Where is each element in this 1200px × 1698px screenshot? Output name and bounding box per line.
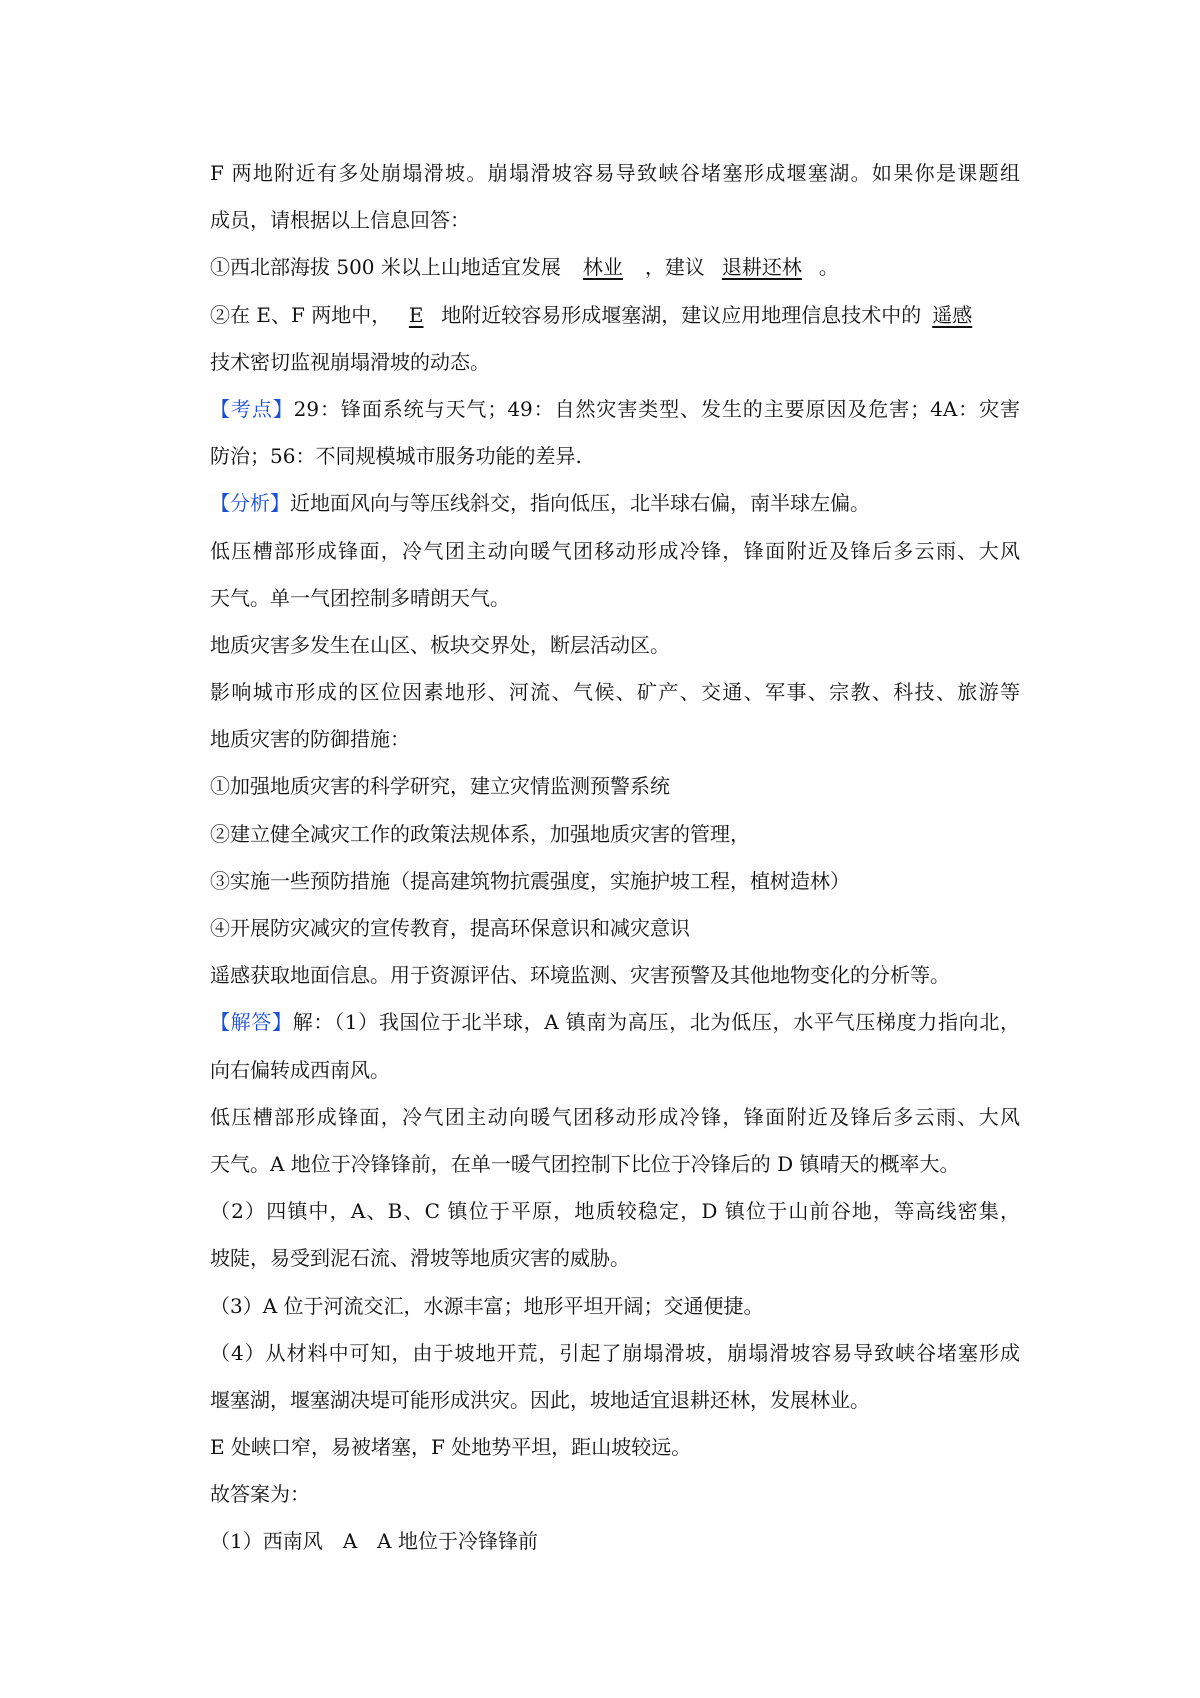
- text-line: [210, 1235, 1020, 1282]
- section-tag: 【解答】: [210, 1010, 293, 1035]
- line-text: 地质灾害的防御措施：: [210, 727, 410, 752]
- text-line: [210, 952, 1020, 999]
- line-text: 解：（1）我国位于北半球，A 镇南为高压，北为低压，水平气压梯度力指向北，: [292, 1010, 1020, 1035]
- question-text: ，建议: [644, 255, 705, 280]
- question-text: ②在 E、F 两地中，: [210, 302, 392, 327]
- text-line: [210, 622, 1020, 669]
- text-line: [210, 1518, 1020, 1565]
- text-line: [210, 716, 1020, 763]
- text-line: [210, 150, 1020, 197]
- line-text: （3）A 位于河流交汇，水源丰富；地形平坦开阔；交通便捷。: [210, 1293, 764, 1318]
- text-line: [210, 999, 1020, 1046]
- text-line: [210, 763, 1020, 810]
- answer-blank: 林业: [582, 255, 623, 280]
- line-text: 低压槽部形成锋面，冷气团主动向暖气团移动形成冷锋，锋面附近及锋后多云雨、大风: [210, 538, 1020, 563]
- text-line: [210, 1141, 1020, 1188]
- line-text: E 处峡口窄，易被堵塞，F 处地势平坦，距山坡较远。: [210, 1435, 692, 1460]
- section-tag: 【考点】: [210, 396, 294, 421]
- text-line: [210, 244, 1020, 291]
- line-text: 遥感获取地面信息。用于资源评估、环境监测、灾害预警及其他地物变化的分析等。: [210, 963, 950, 988]
- question-text: 地附近较容易形成堰塞湖，建议应用地理信息技术中的: [441, 302, 922, 327]
- text-line: [210, 1188, 1020, 1235]
- line-text: （2）四镇中，A、B、C 镇位于平原，地质较稳定，D 镇位于山前谷地，等高线密集，: [210, 1199, 1020, 1224]
- line-text: 技术密切监视崩塌滑坡的动态。: [210, 349, 490, 374]
- line-text: 天气。单一气团控制多晴朗天气。: [210, 585, 510, 610]
- line-text: ③实施一些预防措施（提高建筑物抗震强度，实施护坡工程，植树造林）: [210, 868, 850, 893]
- text-line: [210, 339, 1020, 386]
- line-text: 影响城市形成的区位因素地形、河流、气候、矿产、交通、军事、宗教、科技、旅游等: [210, 680, 1020, 705]
- line-text: 低压槽部形成锋面，冷气团主动向暖气团移动形成冷锋，锋面附近及锋后多云雨、大风: [210, 1104, 1020, 1129]
- line-text: 防治；56：不同规模城市服务功能的差异.: [210, 444, 582, 469]
- text-line: [210, 905, 1020, 952]
- text-line: [210, 858, 1020, 905]
- line-text: 29：锋面系统与天气；49：自然灾害类型、发生的主要原因及危害；4A：灾害: [293, 396, 1020, 421]
- text-line: [210, 528, 1020, 575]
- text-line: [210, 1330, 1020, 1377]
- line-text: ②建立健全减灾工作的政策法规体系，加强地质灾害的管理，: [210, 821, 750, 846]
- text-line: [210, 575, 1020, 622]
- line-text: F 两地附近有多处崩塌滑坡。崩塌滑坡容易导致峡谷堵塞形成堰塞湖。如果你是课题组: [210, 161, 1020, 185]
- text-line: [210, 1424, 1020, 1471]
- document-body: [210, 150, 1020, 1566]
- line-text: 近地面风向与等压线斜交，指向低压，北半球右偏，南半球左偏。: [290, 491, 870, 516]
- text-line: [210, 480, 1020, 527]
- line-text: （1）西南风 A A 地位于冷锋锋前: [210, 1529, 538, 1554]
- line-text: 故答案为：: [210, 1482, 310, 1507]
- line-text: 天气。A 地位于冷锋锋前，在单一暖气团控制下比位于冷锋后的 D 镇晴天的概率大。: [210, 1151, 960, 1176]
- text-line: [210, 669, 1020, 716]
- text-line: [210, 811, 1020, 858]
- text-line: [210, 1094, 1020, 1141]
- line-text: ①加强地质灾害的科学研究，建立灾情监测预警系统: [210, 774, 670, 799]
- question-text: 。: [818, 255, 839, 280]
- answer-blank: 退耕还林: [721, 255, 802, 280]
- text-line: [210, 1377, 1020, 1424]
- question-text: ①西北部海拔 500 米以上山地适宜发展: [210, 255, 561, 280]
- answer-blank: E: [408, 302, 424, 327]
- line-text: 坡陡，易受到泥石流、滑坡等地质灾害的威胁。: [210, 1246, 630, 1271]
- line-text: 向右偏转成西南风。: [210, 1057, 390, 1082]
- answer-blank: 遥感: [932, 302, 973, 327]
- line-text: ④开展防灾减灾的宣传教育，提高环保意识和减灾意识: [210, 916, 690, 940]
- text-line: [210, 1283, 1020, 1330]
- text-line: [210, 197, 1020, 244]
- text-line: [210, 386, 1020, 433]
- text-line: [210, 433, 1020, 480]
- text-line: [210, 1471, 1020, 1518]
- text-line: [210, 1047, 1020, 1094]
- line-text: 堰塞湖，堰塞湖决堤可能形成洪灾。因此，坡地适宜退耕还林，发展林业。: [210, 1387, 870, 1412]
- line-text: 地质灾害多发生在山区、板块交界处，断层活动区。: [210, 632, 670, 657]
- section-tag: 【分析】: [210, 491, 290, 516]
- text-line: [210, 292, 1020, 339]
- line-text: （4）从材料中可知，由于坡地开荒，引起了崩塌滑坡，崩塌滑坡容易导致峡谷堵塞形成: [210, 1340, 1020, 1365]
- line-text: 成员，请根据以上信息回答：: [210, 208, 470, 233]
